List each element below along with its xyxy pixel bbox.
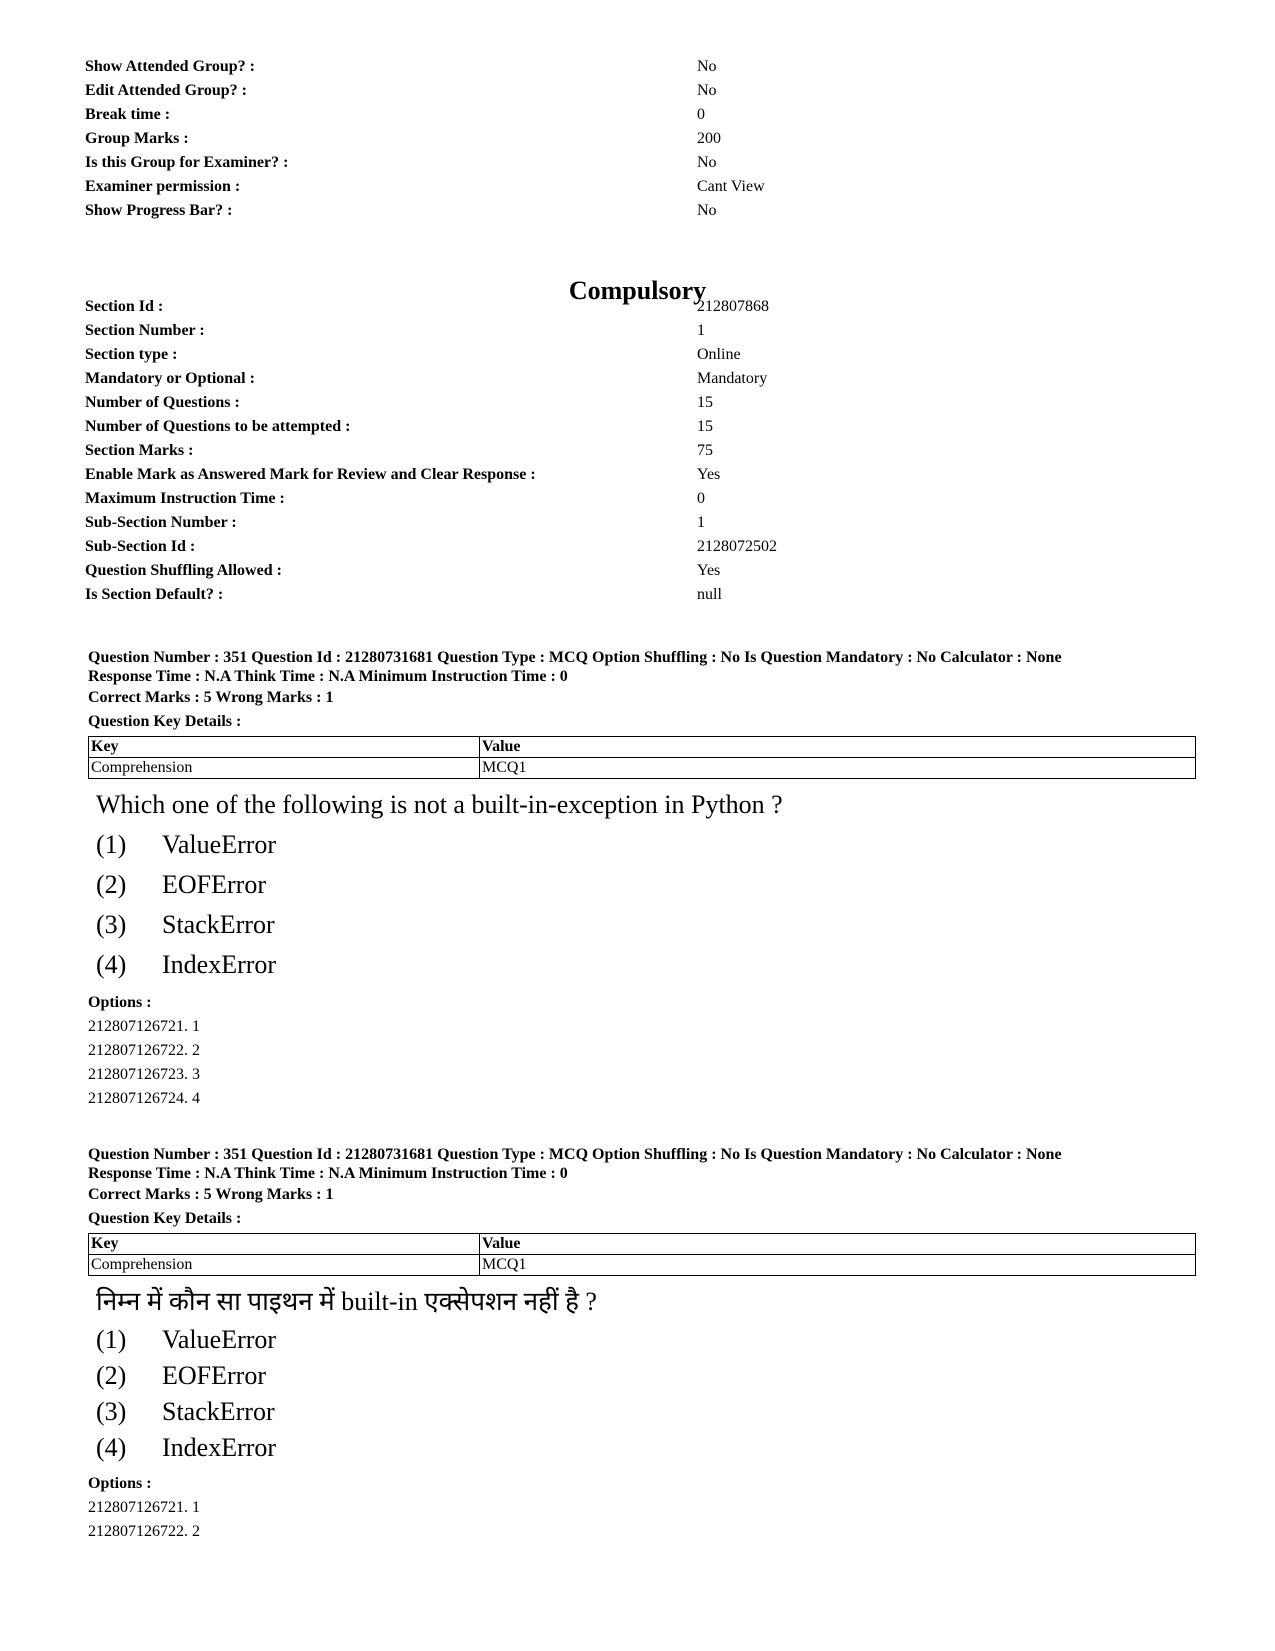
choice-item [96,825,1196,865]
section-field-row [85,559,1235,583]
section-field-row [85,319,1235,343]
section-field-row [85,343,1235,367]
field-label: Break time : [85,106,171,123]
field-label: Question Shuffling Allowed : [85,562,282,579]
table-header-cell: Key [89,1234,480,1255]
group-setting-row [85,55,1235,79]
field-value: 0 [697,106,705,123]
table-cell: MCQ1 [480,758,1196,779]
table-header-cell: Key [89,737,480,758]
question-meta-line: Response Time : N.A Think Time : N.A Minimum Instruction Time : 0 [88,668,568,685]
option-id-item: 212807126724. 4 [88,1090,200,1107]
field-label: Is this Group for Examiner? : [85,154,289,171]
choice-item [96,945,1196,985]
field-value: Mandatory [697,370,768,387]
group-setting-row [85,127,1235,151]
group-setting-row [85,103,1235,127]
field-label: Number of Questions : [85,394,240,411]
section-field-row [85,367,1235,391]
section-field-row [85,487,1235,511]
option-id-item: 212807126722. 2 [88,1042,200,1059]
question-meta-line: Question Number : 351 Question Id : 21280731681 Question Type : MCQ Option Shuffling : No Is Question Mandatory : No Calculator : None [88,649,1062,666]
table-cell: Comprehension [89,758,480,779]
section-field-row [85,295,1235,319]
field-value: No [697,202,717,219]
choice-text: IndexError [162,950,277,979]
field-value: 1 [697,514,705,531]
question-key-table [88,736,1196,779]
field-value: Yes [697,562,721,579]
field-label: Group Marks : [85,130,189,147]
table-cell: MCQ1 [480,1255,1196,1276]
field-label: Sub-Section Number : [85,514,237,531]
group-setting-row [85,79,1235,103]
section-field-row [85,583,1235,607]
section-field-row [85,535,1235,559]
question-key-details-label: Question Key Details : [88,1210,242,1227]
field-value: 200 [697,130,721,147]
field-label: Show Progress Bar? : [85,202,233,219]
choice-text: EOFError [162,870,266,899]
question-text: निम्न में कौन सा पाइथन में built-in एक्सेपशन नहीं है ? [96,1287,597,1316]
question-marks: Correct Marks : 5 Wrong Marks : 1 [88,689,334,706]
option-id-item: 212807126723. 3 [88,1066,200,1083]
field-value: 15 [697,394,713,411]
section-field-row [85,391,1235,415]
field-label: Number of Questions to be attempted : [85,418,351,435]
question-meta-line: Question Number : 351 Question Id : 21280731681 Question Type : MCQ Option Shuffling : No Is Question Mandatory : No Calculator : None [88,1146,1062,1163]
section-field-row [85,463,1235,487]
field-value: 0 [697,490,705,507]
choice-item [96,905,1196,945]
field-value: Yes [697,466,721,483]
section-fields [85,295,1235,607]
choice-text: IndexError [162,1433,277,1462]
field-label: Mandatory or Optional : [85,370,255,387]
table-row [89,1255,1196,1276]
field-value: 15 [697,418,713,435]
field-value: Cant View [697,178,765,195]
table-header-cell: Value [480,737,1196,758]
question-key-details-label: Question Key Details : [88,713,242,730]
field-label: Section Id : [85,298,164,315]
choice-number: (2) [96,1361,127,1390]
field-value: 75 [697,442,713,459]
question-key-table [88,1233,1196,1276]
field-label: Show Attended Group? : [85,58,255,75]
field-label: Section Marks : [85,442,194,459]
field-value: 212807868 [697,298,769,315]
option-id-item: 212807126721. 1 [88,1499,200,1516]
choice-number: (4) [96,1433,127,1462]
table-header-cell: Value [480,1234,1196,1255]
choice-item [96,1358,1196,1394]
option-id-item: 212807126721. 1 [88,1018,200,1035]
field-label: Examiner permission : [85,178,241,195]
group-setting-row [85,151,1235,175]
question-meta-line: Response Time : N.A Think Time : N.A Minimum Instruction Time : 0 [88,1165,568,1182]
section-field-row [85,439,1235,463]
field-label: Maximum Instruction Time : [85,490,285,507]
choice-item [96,1394,1196,1430]
table-header-row [89,1234,1196,1255]
choice-text: EOFError [162,1361,266,1390]
option-id-item: 212807126722. 2 [88,1523,200,1540]
group-setting-row [85,175,1235,199]
choice-text: ValueError [162,1325,277,1354]
choice-text: ValueError [162,830,277,859]
field-value: 1 [697,322,705,339]
field-value: No [697,58,717,75]
section-title: Compulsory [568,276,707,305]
section-field-row [85,511,1235,535]
field-label: Section Number : [85,322,205,339]
table-row [89,758,1196,779]
choice-number: (3) [96,1397,127,1426]
question-text: Which one of the following is not a built-in-exception in Python ? [96,790,783,819]
choice-item [96,1322,1196,1358]
field-label: Enable Mark as Answered Mark for Review and Clear Response : [85,466,536,483]
field-value: No [697,154,717,171]
options-label: Options : [88,994,152,1011]
table-header-row [89,737,1196,758]
choice-number: (2) [96,870,127,899]
group-setting-row [85,199,1235,223]
choice-number: (1) [96,830,127,859]
choice-item [96,1430,1196,1466]
section-field-row [85,415,1235,439]
field-value: 2128072502 [697,538,777,555]
choice-number: (1) [96,1325,127,1354]
options-label: Options : [88,1475,152,1492]
choice-number: (4) [96,950,127,979]
table-cell: Comprehension [89,1255,480,1276]
question-marks: Correct Marks : 5 Wrong Marks : 1 [88,1186,334,1203]
field-label: Is Section Default? : [85,586,224,603]
field-label: Section type : [85,346,178,363]
field-label: Sub-Section Id : [85,538,196,555]
question-block [88,648,1196,1111]
question-block [88,1145,1196,1544]
choice-item [96,865,1196,905]
field-value: Online [697,346,741,363]
choice-number: (3) [96,910,127,939]
field-value: No [697,82,717,99]
choice-text: StackError [162,1397,275,1426]
field-value: null [697,586,722,603]
choice-text: StackError [162,910,275,939]
group-settings [85,55,1235,223]
field-label: Edit Attended Group? : [85,82,247,99]
